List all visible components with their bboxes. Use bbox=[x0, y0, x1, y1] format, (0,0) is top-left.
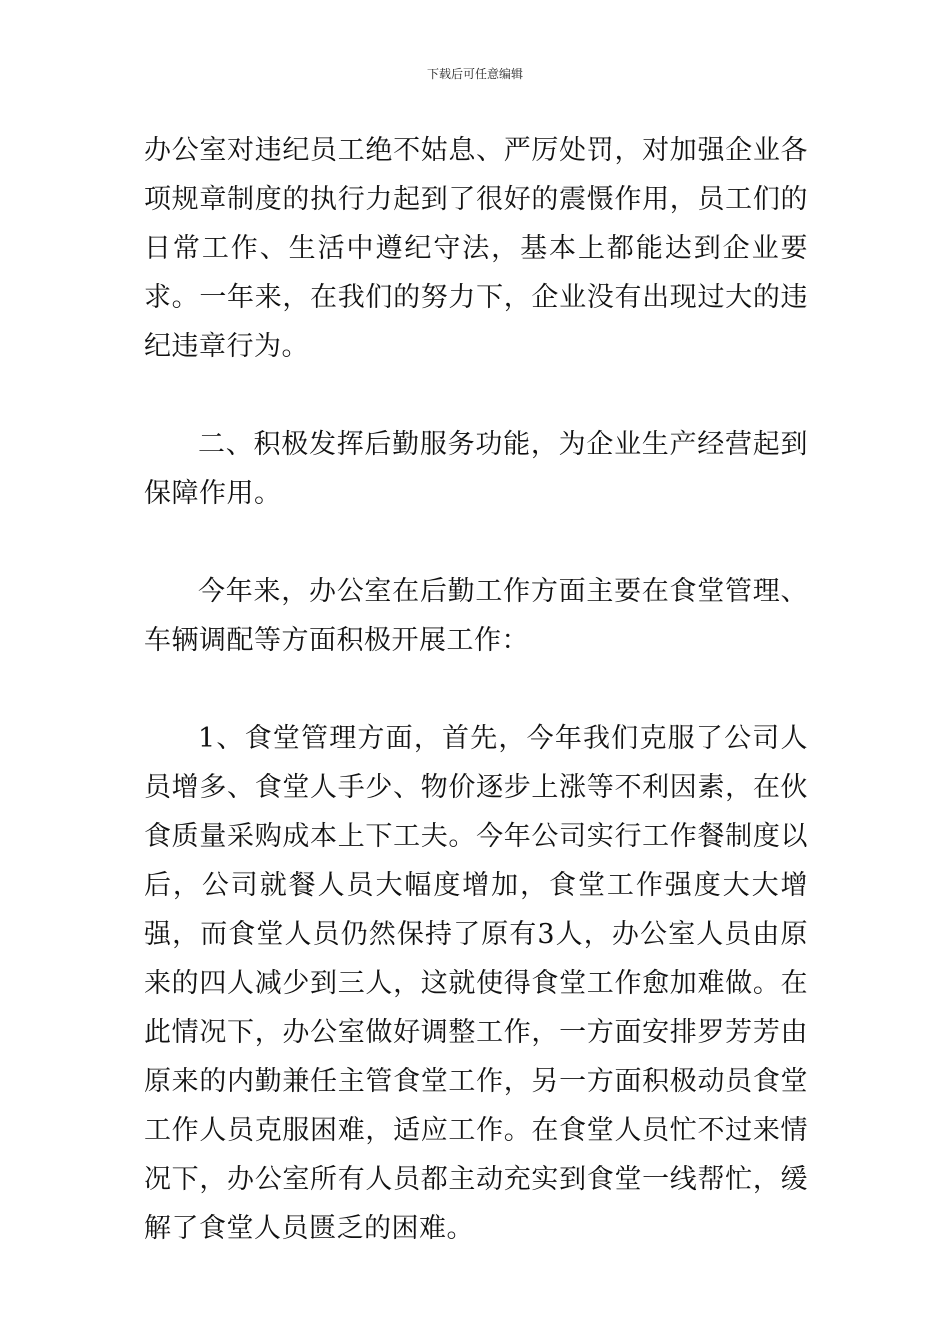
document-body bbox=[144, 126, 808, 1253]
paragraph-logistics-intro: 今年来，办公室在后勤工作方面主要在食堂管理、车辆调配等方面积极开展工作： bbox=[144, 576, 808, 656]
paragraph-discipline: 办公室对违纪员工绝不姑息、严厉处罚，对加强企业各项规章制度的执行力起到了很好的震慑作用，员工们的日常工作、生活中遵纪守法，基本上都能达到企业要求。一年来，在我们的努力下，企业没有出现过大的违纪违章行为。 bbox=[144, 135, 808, 362]
section-heading-logistics: 二、积极发挥后勤服务功能，为企业生产经营起到保障作用。 bbox=[144, 429, 808, 509]
header-note: 下载后可任意编辑 bbox=[426, 67, 523, 81]
paragraph-canteen-management: 1、食堂管理方面，首先，今年我们克服了公司人员增多、食堂人手少、物价逐步上涨等不利因素，在伙食质量采购成本上下工夫。今年公司实行工作餐制度以后，公司就餐人员大幅度增加，食堂工作强度大大增强，而食堂人员仍然保持了原有3人，办公室人员由原来的四人减少到三人，这就使得食堂工作愈加难做。在此情况下，办公室做好调整工作，一方面安排罗芳芳由原来的内勤兼任主管食堂工作，另一方面积极动员食堂工作人员克服困难，适应工作。在食堂人员忙不过来情况下，办公室所有人员都主动充实到食堂一线帮忙，缓解了食堂人员匮乏的困难。 bbox=[144, 723, 808, 1244]
